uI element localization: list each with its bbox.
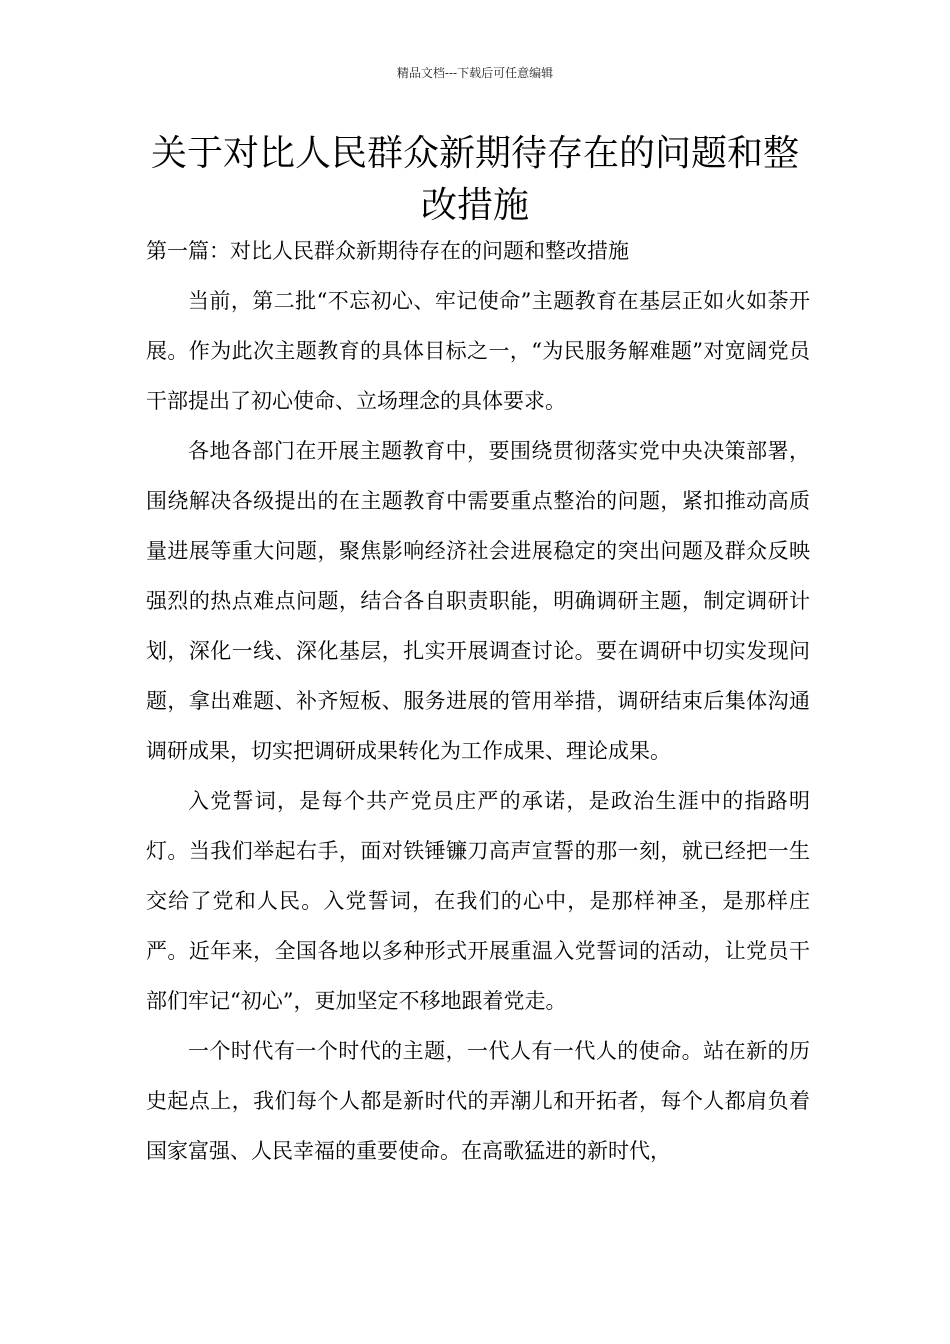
- document-title: 关于对比人民群众新期待存在的问题和整改措施: [150, 133, 799, 226]
- document-body: [146, 232, 810, 1176]
- header-note: 精品文档---下载后可任意编辑: [396, 66, 554, 80]
- paragraph: 一个时代有一个时代的主题，一代人有一代人的使命。站在新的历史起点上，我们每个人都是新时代的弄潮儿和开拓者，每个人都肩负着国家富强、人民幸福的重要使命。在高歌猛进的新时代，: [146, 1039, 810, 1163]
- paragraph: 入党誓词，是每个共产党员庄严的承诺，是政治生涯中的指路明灯。当我们举起右手，面对铁锤镰刀高声宣誓的那一刻，就已经把一生交给了党和人民。入党誓词，在我们的心中，是那样神圣，是那样庄严。近年来，全国各地以多种形式开展重温入党誓词的活动，让党员干部们牢记“初心”，更加坚定不移地跟着党走。: [146, 789, 810, 1013]
- paragraph: 当前，第二批“不忘初心、牢记使命”主题教育在基层正如火如荼开展。作为此次主题教育的具体目标之一，“为民服务解难题”对宽阔党员干部提出了初心使命、立场理念的具体要求。: [146, 289, 810, 413]
- paragraph: 各地各部门在开展主题教育中，要围绕贯彻落实党中央决策部署，围绕解决各级提出的在主题教育中需要重点整治的问题，紧扣推动高质量进展等重大问题，聚焦影响经济社会进展稳定的突出问题及群众反映强烈的热点难点问题，结合各自职责职能，明确调研主题，制定调研计划，深化一线、深化基层，扎实开展调查讨论。要在调研中切实发现问题，拿出难题、补齐短板、服务进展的管用举措，调研结束后集体沟通调研成果，切实把调研成果转化为工作成果、理论成果。: [146, 439, 810, 763]
- section-subheading: 第一篇：对比人民群众新期待存在的问题和整改措施: [146, 239, 629, 263]
